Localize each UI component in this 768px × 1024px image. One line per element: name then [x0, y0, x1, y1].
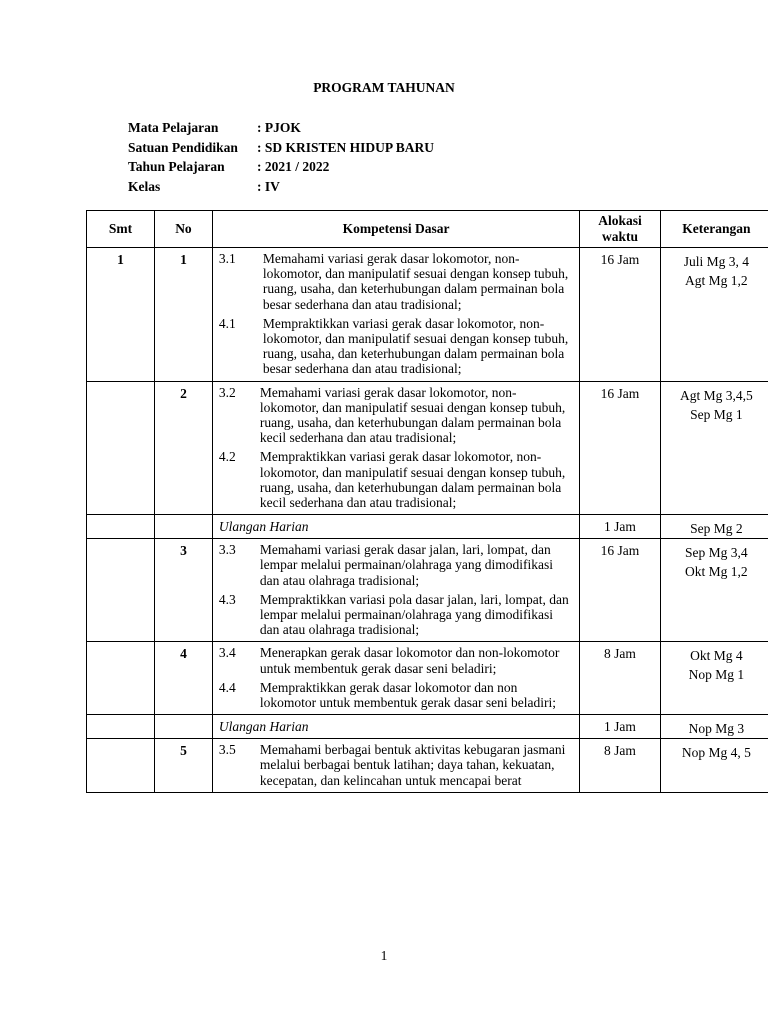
kd-text: Memahami variasi gerak dasar lokomotor, non-lokomotor, dan manipulatif sesuai dengan konsep tubuh, ruang, usaha, dan keterhubungan dalam permainan bola kecil sederhana dan atau tradisional; [259, 384, 566, 446]
cell-alokasi-waktu: 16 Jam [580, 248, 661, 382]
cell-alokasi-waktu: 8 Jam [580, 739, 661, 793]
kd-text: Menerapkan gerak dasar lokomotor dan non-lokomotor untuk membentuk gerak dasar seni beladiri; [259, 645, 560, 676]
program-table [86, 210, 768, 793]
table-row [87, 515, 768, 539]
meta-row-school [128, 138, 434, 158]
kd-text: Mempraktikkan variasi gerak dasar lokomotor, non-lokomotor, dan manipulatif sesuai dengan konsep tubuh, ruang, usaha, dan keterhubungan dalam permainan bola kecil sederhana dan atau tradisional; [259, 449, 566, 511]
kd-number: 3.1 [218, 251, 236, 266]
header-kompetensi-dasar: Kompetensi Dasar [212, 211, 579, 248]
header-keterangan: Keterangan [660, 211, 768, 248]
kd-number: 3.3 [218, 542, 236, 558]
kd-item [219, 592, 573, 638]
kd-text: Mempraktikkan variasi pola dasar jalan, lari, lompat, dan lempar melalui permainan/olahraga yang dimodifikasi dan atau olahraga tradisional; [259, 591, 569, 638]
meta-row-year [128, 157, 434, 177]
kd-number: 4.4 [218, 679, 236, 695]
kd-text: Mempraktikkan gerak dasar lokomotor dan non lokomotor untuk membentuk gerak dasar seni beladiri; [259, 679, 557, 711]
header-smt: Smt [87, 211, 155, 248]
kd-number: 3.2 [218, 384, 236, 400]
kd-item [219, 449, 573, 510]
cell-kompetensi-dasar [212, 381, 579, 515]
cell-no: 5 [155, 739, 213, 793]
kd-item [219, 742, 573, 788]
header-alokasi-waktu: Alokasi waktu [580, 211, 661, 248]
cell-keterangan [660, 642, 768, 715]
table-row [87, 539, 768, 642]
keterangan-line: Nop Mg 1 [688, 667, 745, 683]
cell-keterangan [660, 539, 768, 642]
keterangan-line: Okt Mg 1,2 [685, 564, 748, 580]
cell-alokasi-waktu: 8 Jam [580, 642, 661, 715]
kd-text: Mempraktikkan variasi gerak dasar lokomotor, non-lokomotor, dan manipulatif sesuai dengan konsep tubuh, ruang, usaha, dan keterhubungan dalam permainan bola besar sederhana dan atau tradisional; [262, 315, 569, 377]
header-no: No [155, 211, 213, 248]
table-row [87, 739, 768, 793]
cell-smt [87, 642, 155, 715]
cell-smt [87, 381, 155, 515]
cell-keterangan [660, 515, 768, 539]
kd-item [219, 316, 573, 377]
cell-no [155, 715, 213, 739]
cell-kompetensi-dasar [212, 739, 579, 793]
cell-keterangan [660, 248, 768, 382]
cell-alokasi-waktu: 1 Jam [580, 515, 661, 539]
kd-item [219, 680, 573, 710]
cell-ulangan-harian: Ulangan Harian [212, 715, 579, 739]
cell-keterangan [660, 739, 768, 793]
keterangan-line: Agt Mg 3,4,5 [679, 387, 753, 403]
kd-number: 3.4 [218, 645, 236, 661]
cell-no [155, 515, 213, 539]
cell-keterangan [660, 715, 768, 739]
cell-no: 3 [155, 539, 213, 642]
cell-kompetensi-dasar [212, 248, 579, 382]
meta-value: : SD KRISTEN HIDUP BARU [257, 139, 435, 155]
keterangan-line: Okt Mg 4 [690, 648, 743, 664]
cell-smt [87, 539, 155, 642]
table-row [87, 715, 768, 739]
meta-row-subject [128, 118, 434, 138]
document-meta [128, 118, 434, 196]
cell-no: 4 [155, 642, 213, 715]
table-body [87, 248, 768, 793]
keterangan-line: Juli Mg 3, 4 [683, 254, 749, 269]
kd-number: 4.2 [218, 449, 236, 465]
kd-number: 4.1 [218, 315, 236, 331]
meta-value: : PJOK [257, 120, 301, 135]
kd-text: Memahami variasi gerak dasar lokomotor, non-lokomotor, dan manipulatif sesuai dengan konsep tubuh, ruang, usaha, dan keterhubungan dalam permainan bola besar sederhana dan atau tradisional; [262, 251, 569, 312]
kd-item [219, 542, 573, 588]
meta-value: : 2021 / 2022 [257, 159, 330, 174]
kd-number: 4.3 [218, 591, 236, 607]
kd-item [219, 251, 573, 312]
table-row [87, 642, 768, 715]
cell-alokasi-waktu: 16 Jam [580, 539, 661, 642]
page-number: 1 [380, 948, 388, 963]
cell-ulangan-harian: Ulangan Harian [212, 515, 579, 539]
table-header-row [87, 211, 768, 248]
meta-row-class [128, 177, 434, 197]
document-title: PROGRAM TAHUNAN [313, 80, 455, 95]
kd-text: Memahami variasi gerak dasar jalan, lari, lompat, dan lempar melalui permainan/olahraga yang dimodifikasi dan atau olahraga tradisional; [259, 542, 553, 588]
meta-label: Satuan Pendidikan [128, 139, 238, 155]
keterangan-line: Nop Mg 3 [688, 721, 745, 737]
keterangan-line: Nop Mg 4, 5 [681, 745, 751, 761]
keterangan-line: Sep Mg 1 [690, 406, 743, 422]
meta-label: Kelas [128, 178, 161, 194]
cell-smt: 1 [87, 248, 155, 382]
cell-keterangan [660, 381, 768, 515]
cell-alokasi-waktu: 16 Jam [580, 381, 661, 515]
cell-no: 1 [155, 248, 213, 382]
kd-number: 3.5 [218, 742, 236, 758]
cell-smt [87, 515, 155, 539]
keterangan-line: Agt Mg 1,2 [685, 273, 748, 288]
cell-smt [87, 715, 155, 739]
cell-no: 2 [155, 381, 213, 515]
kd-item [219, 645, 573, 675]
keterangan-line: Sep Mg 2 [690, 521, 743, 537]
cell-alokasi-waktu: 1 Jam [580, 715, 661, 739]
keterangan-line: Sep Mg 3,4 [685, 545, 748, 561]
cell-kompetensi-dasar [212, 642, 579, 715]
meta-label: Tahun Pelajaran [128, 159, 225, 174]
cell-kompetensi-dasar [212, 539, 579, 642]
table-row [87, 248, 768, 382]
cell-smt [87, 739, 155, 793]
kd-text: Memahami berbagai bentuk aktivitas kebugaran jasmani melalui berbagai bentuk latihan; daya tahan, kekuatan, kecepatan, dan kelincahan untuk mencapai berat [259, 742, 566, 788]
meta-value: : IV [257, 178, 280, 194]
table-row [87, 381, 768, 515]
meta-label: Mata Pelajaran [128, 120, 219, 135]
kd-item [219, 385, 573, 446]
